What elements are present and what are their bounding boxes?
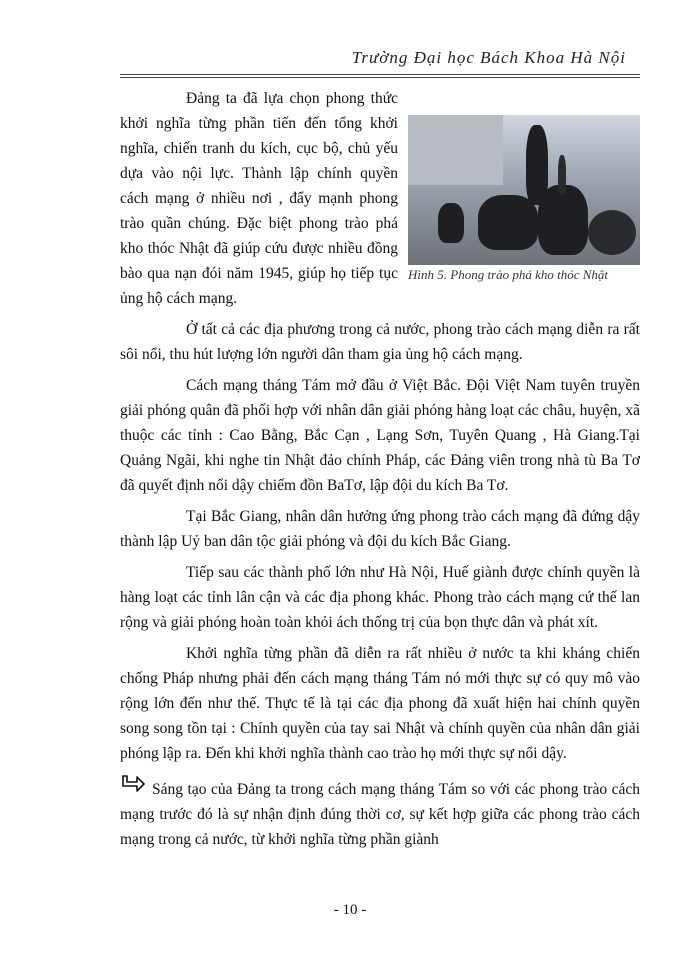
note-paragraph [120, 774, 640, 852]
right-arrow-icon [120, 774, 146, 798]
paragraph: Tiếp sau các thành phố lớn như Hà Nội, Huế giành được chính quyền là hàng loạt các tỉnh lân cận và các địa phong khác. Phong trào cách mạng cứ thế lan rộng và giải phóng hoàn toàn khỏi ách thống trị của bọn thực dân và phát xít. [120, 564, 640, 631]
paragraph: Cách mạng tháng Tám mở đầu ở Việt Bắc. Đội Việt Nam tuyên truyền giải phóng quân đã phối hợp với nhân dân giải phóng hàng loạt các châu, huyện, xã thuộc các tỉnh : Cao Bằng, Bắc Cạn , Lạng Sơn, Tuyên Quang , Hà Giang.Tại Quảng Ngãi, khi nghe tin Nhật đảo chính Pháp, các Đảng viên trong nhà tù Ba Tơ đã quyết định nổi dậy chiếm đồn BaTơ, lập đội du kích Ba Tơ. [120, 377, 640, 494]
historical-photo [408, 115, 640, 265]
figure [408, 115, 640, 283]
paragraph: Khởi nghĩa từng phần đã diễn ra rất nhiều ở nước ta khi kháng chiến chống Pháp nhưng phải đến cách mạng tháng Tám nó mới thực sự có quy mô vào rộng lớn đến như thế. Thực tế là tại các địa phong đã xuất hiện hai chính quyền song song tồn tại : Chính quyền của tay sai Nhật và chính quyền của nhân dân giải phóng lập ra. Đến khi khởi nghĩa thành cao trào họ mới thực sự nổi dậy. [120, 645, 640, 762]
paragraph: Tại Bắc Giang, nhân dân hưởng ứng phong trào cách mạng đã đứng dậy thành lập Uỷ ban dân tộc giải phóng và đội du kích Bắc Giang. [120, 508, 640, 550]
header-title: Trường Đại học Bách Khoa Hà Nội [351, 48, 626, 67]
paragraph: Ở tất cả các địa phương trong cả nước, phong trào cách mạng diễn ra rất sôi nổi, thu hút lượng lớn người dân tham gia ủng hộ cách mạng. [120, 321, 640, 363]
page-body [120, 86, 640, 858]
header-rule [120, 74, 640, 78]
page-header [120, 44, 640, 78]
page-number: - 10 - [333, 902, 367, 918]
paragraph: Đảng ta đã lựa chọn phong thức khởi nghĩa từng phần tiến đến tổng khởi nghĩa, chiến tranh du kích, cục bộ, chủ yếu dựa vào nội lực. Thành lập chính quyền cách mạng ở nhiều nơi , đẩy mạnh phong trào quần chúng. Đặc biệt phong trào phá kho thóc Nhật đã giúp cứu được nhiều đồng bào qua nạn đói năm 1945, giúp họ tiếp tục ủng hộ cách mạng. [120, 90, 398, 307]
figure-caption: Hình 5. Phong trào phá kho thóc Nhật [408, 267, 609, 282]
note-text: Sáng tạo của Đảng ta trong cách mạng tháng Tám so với các phong trào cách mạng trước đó là sự nhận định đúng thời cơ, sự kết hợp giữa các phong trào cách mạng trong cả nước, từ khởi nghĩa từng phần giành [120, 781, 640, 848]
